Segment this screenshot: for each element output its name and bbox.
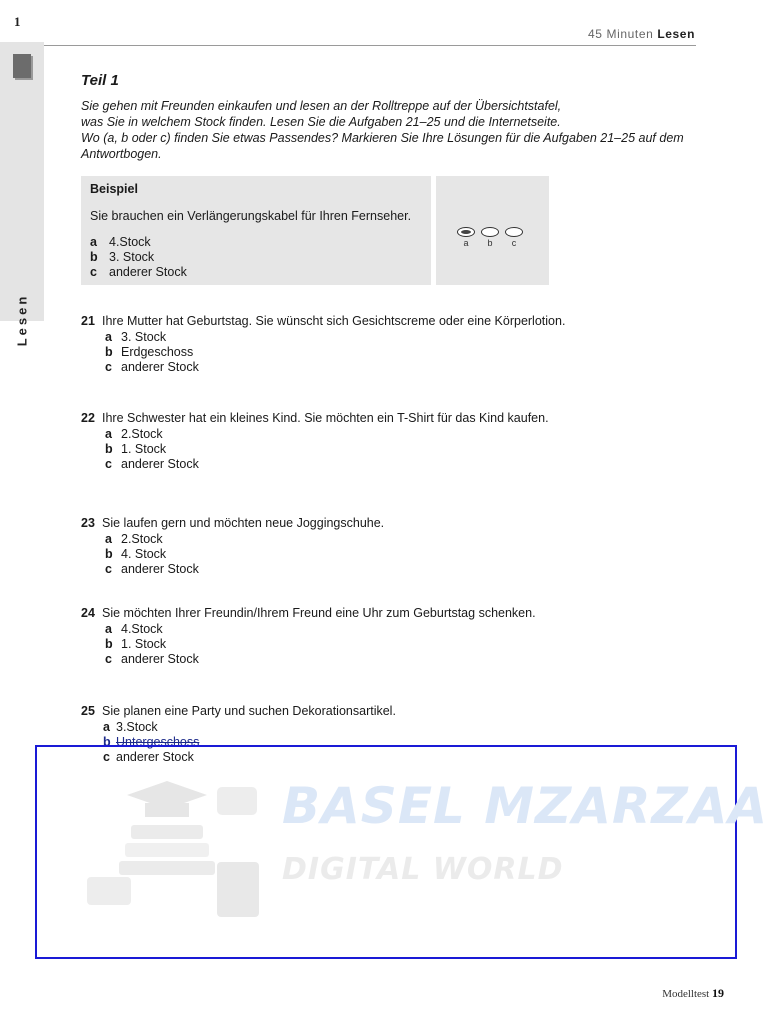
- option-letter: b: [105, 637, 113, 651]
- page-number: 1: [14, 14, 21, 29]
- option-text: 2.Stock: [121, 427, 163, 441]
- option-a: [105, 427, 721, 442]
- option-text: anderer Stock: [121, 562, 199, 576]
- watermark-line-2: DIGITAL WORLD: [282, 852, 564, 887]
- option-text: anderer Stock: [109, 265, 187, 279]
- question-text: Ihre Mutter hat Geburtstag. Sie wünscht sich Gesichtscreme oder eine Körperlotion.: [102, 314, 566, 328]
- answer-bubble-a[interactable]: [457, 227, 475, 237]
- instruction-line: Sie gehen mit Freunden einkaufen und lesen an der Rolltreppe auf der Übersichtstafel,: [81, 99, 562, 113]
- header-duration: 45 Minuten: [588, 27, 654, 41]
- instruction-line: Wo (a, b oder c) finden Sie etwas Passendes? Markieren Sie Ihre Lösungen für die Aufgaben 21–25 auf dem: [81, 131, 684, 145]
- footer-label: Modelltest: [662, 988, 710, 1000]
- option-letter: b: [90, 250, 98, 264]
- question-text: Ihre Schwester hat ein kleines Kind. Sie möchten ein T-Shirt für das Kind kaufen.: [102, 411, 549, 425]
- option-letter: a: [105, 532, 112, 546]
- answer-bubble-c[interactable]: [505, 227, 523, 237]
- side-tab-label: Lesen: [14, 293, 30, 347]
- option-text: anderer Stock: [121, 360, 199, 374]
- example-option-b: [90, 250, 187, 265]
- header-divider: [44, 45, 696, 46]
- question-number: 21: [81, 314, 95, 328]
- option-b: [105, 345, 721, 360]
- option-text: Untergeschoss: [116, 735, 200, 749]
- bubble-label: a: [463, 238, 469, 248]
- option-text: Erdgeschoss: [121, 345, 194, 359]
- option-letter: a: [103, 720, 110, 734]
- question-text: Sie laufen gern und möchten neue Joggingschuhe.: [102, 516, 385, 530]
- option-letter: a: [105, 427, 112, 441]
- example-answer-sheet: [436, 176, 549, 285]
- option-a: [105, 330, 721, 345]
- question-21: [81, 314, 721, 375]
- bubble-label: c: [511, 238, 517, 248]
- watermark-graphic: [67, 767, 277, 937]
- option-letter: c: [105, 360, 112, 374]
- instruction-line: was Sie in welchem Stock finden. Lesen Sie die Aufgaben 21–25 und die Internetseite.: [81, 115, 561, 129]
- option-text: 2.Stock: [121, 532, 163, 546]
- option-c: [105, 457, 721, 472]
- footer-page-number: 19: [712, 986, 724, 1000]
- example-options: [90, 235, 187, 280]
- question-number: 23: [81, 516, 95, 530]
- option-c: [105, 360, 721, 375]
- instruction-line: Antwortbogen.: [81, 147, 162, 161]
- option-a: [103, 720, 721, 735]
- example-heading: Beispiel: [90, 182, 138, 196]
- option-letter: a: [90, 235, 97, 249]
- option-letter: c: [105, 562, 112, 576]
- question-text: Sie planen eine Party und suchen Dekorationsartikel.: [102, 704, 396, 718]
- option-letter: c: [103, 750, 110, 764]
- option-text: 1. Stock: [121, 637, 167, 651]
- watermark-frame: [35, 745, 768, 959]
- question-23: [81, 516, 721, 577]
- option-text: anderer Stock: [116, 750, 194, 764]
- option-text: 3. Stock: [121, 330, 167, 344]
- option-text: 1. Stock: [121, 442, 167, 456]
- option-text: anderer Stock: [121, 457, 199, 471]
- option-c: [105, 562, 721, 577]
- option-text: 4. Stock: [121, 547, 167, 561]
- option-letter: c: [90, 265, 97, 279]
- question-number: 24: [81, 606, 95, 620]
- option-letter: b: [105, 547, 113, 561]
- example-question: Sie brauchen ein Verlängerungskabel für Ihren Fernseher.: [90, 209, 412, 223]
- option-letter: b: [105, 442, 113, 456]
- answer-bubbles: [457, 227, 532, 248]
- option-letter: b: [103, 735, 111, 749]
- question-22: [81, 411, 721, 472]
- option-letter: c: [105, 457, 112, 471]
- option-text: 4.Stock: [121, 622, 163, 636]
- watermark-line-1: BASEL MZARZAA: [282, 777, 768, 835]
- option-c: [105, 652, 721, 667]
- instructions: [81, 98, 721, 162]
- book-icon: [13, 54, 31, 78]
- option-letter: a: [105, 330, 112, 344]
- example-option-a: [90, 235, 187, 250]
- option-a: [105, 532, 721, 547]
- question-number: 25: [81, 704, 95, 718]
- option-text: 3. Stock: [109, 250, 155, 264]
- page-header: [588, 27, 695, 41]
- option-b: [105, 547, 721, 562]
- option-text: anderer Stock: [121, 652, 199, 666]
- example-option-c: [90, 265, 187, 280]
- option-b: [105, 637, 721, 652]
- option-letter: c: [105, 652, 112, 666]
- bubble-label: b: [487, 238, 493, 248]
- side-tab: [0, 42, 44, 347]
- page-footer: [662, 986, 724, 1001]
- option-text: 3.Stock: [116, 720, 158, 734]
- header-section: Lesen: [657, 27, 695, 41]
- answer-bubble-b[interactable]: [481, 227, 499, 237]
- option-b: [105, 442, 721, 457]
- option-letter: a: [105, 622, 112, 636]
- option-text: 4.Stock: [109, 235, 151, 249]
- option-letter: b: [105, 345, 113, 359]
- option-a: [105, 622, 721, 637]
- section-title: Teil 1: [81, 72, 119, 89]
- question-text: Sie möchten Ihrer Freundin/Ihrem Freund eine Uhr zum Geburtstag schenken.: [102, 606, 536, 620]
- example-panel: [81, 176, 431, 285]
- question-24: [81, 606, 721, 667]
- question-number: 22: [81, 411, 95, 425]
